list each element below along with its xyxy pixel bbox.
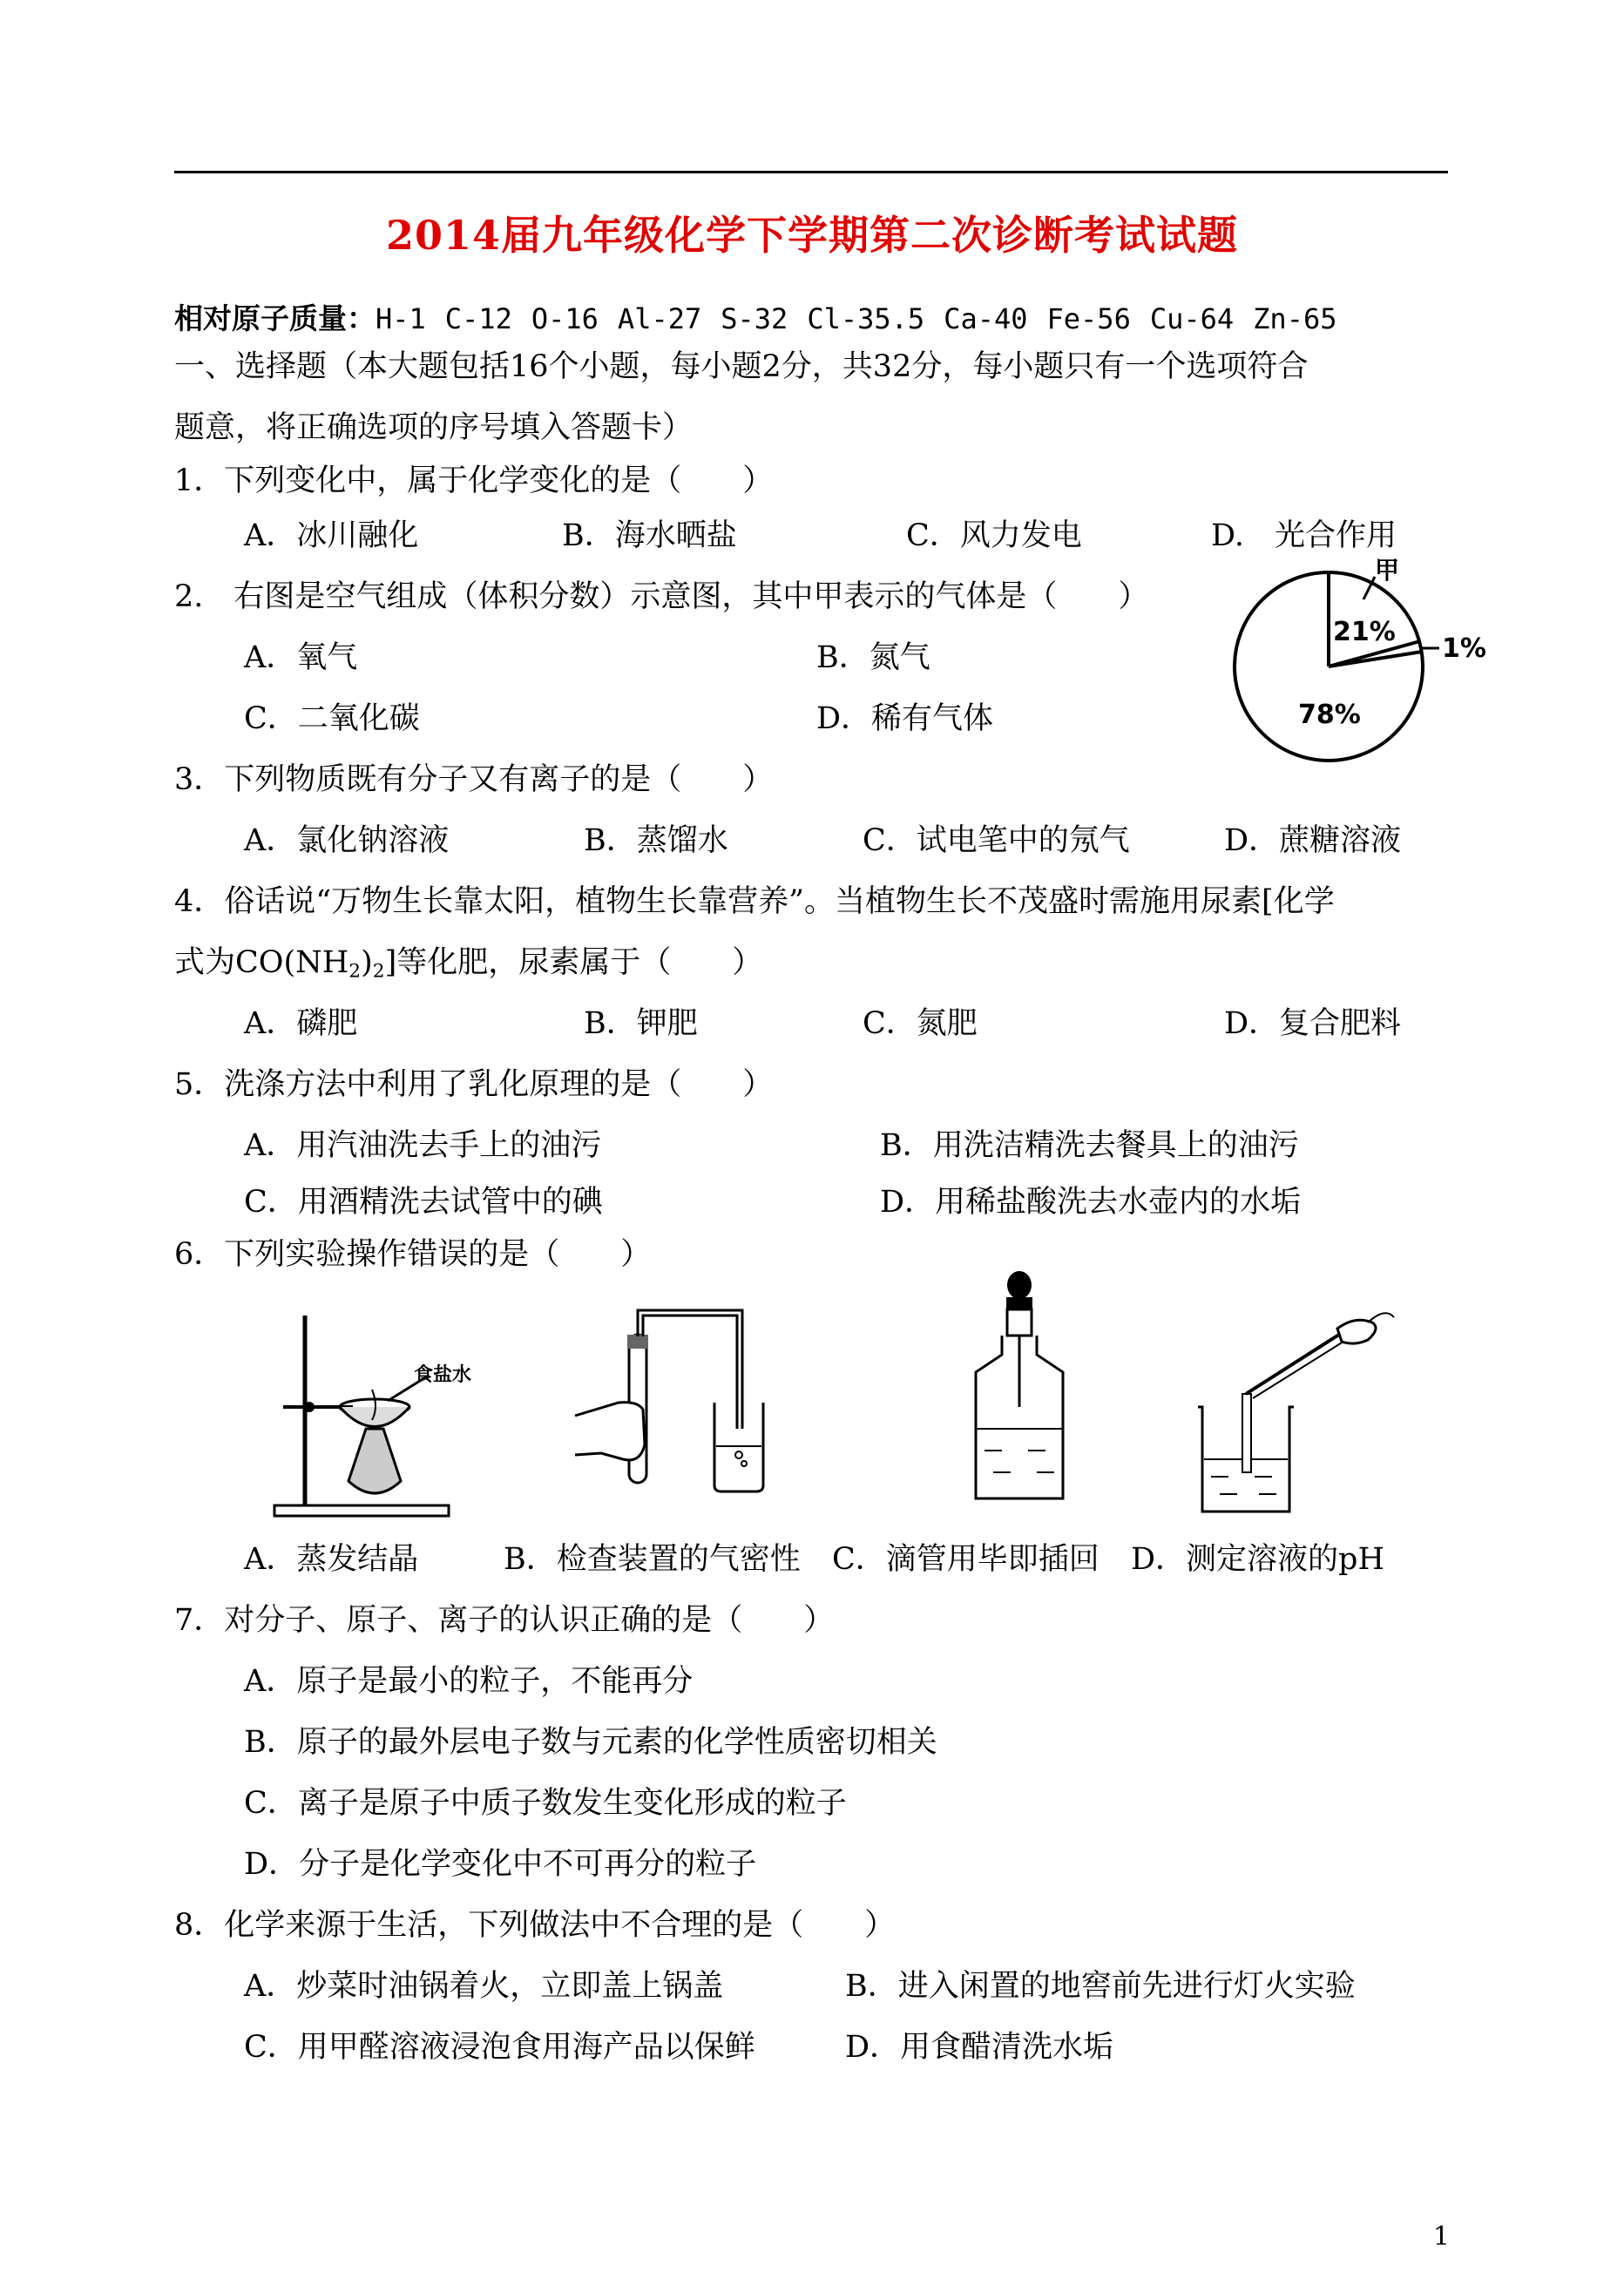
q5-option-d: D．用稀盐酸洗去水壶内的水垢 xyxy=(880,1185,1302,1220)
section-heading-line2: 题意，将正确选项的序号填入答题卡） xyxy=(174,410,694,445)
atomic-mass-item: Cu-64 xyxy=(1149,302,1235,335)
q7-option-c: C．离子是原子中质子数发生变化形成的粒子 xyxy=(244,1786,847,1821)
question-8-stem: 8．化学来源于生活，下列做法中不合理的是（ ） xyxy=(174,1908,896,1943)
page-title: 2014届九年级化学下学期第二次诊断考试试题 xyxy=(385,212,1239,259)
airtightness-check-figure xyxy=(558,1298,784,1525)
q1-option-d: D. 光合作用 xyxy=(1211,518,1397,553)
ph-test-figure xyxy=(1194,1298,1403,1525)
evaporation-apparatus-figure xyxy=(257,1298,484,1525)
q4-stem-end: ]等化肥，尿素属于（ ） xyxy=(384,945,763,980)
atomic-mass-item: S-32 xyxy=(721,302,788,335)
q4-option-b: B．钾肥 xyxy=(584,1006,698,1041)
atomic-mass-label: 相对原子质量： xyxy=(174,301,376,335)
q6-option-d: D．测定溶液的pH xyxy=(1131,1542,1384,1577)
question-5-stem: 5．洗涤方法中利用了乳化原理的是（ ） xyxy=(174,1067,774,1102)
atomic-mass-item: Al-27 xyxy=(617,302,702,335)
question-2-stem: 2. 右图是空气组成（体积分数）示意图，其中甲表示的气体是（ ） xyxy=(174,579,1149,614)
page-number: 1 xyxy=(1432,2222,1450,2252)
q4-formula-a: 式为CO(NH xyxy=(174,945,349,980)
atomic-mass-item: C-12 xyxy=(444,302,512,335)
q3-option-b: B．蒸馏水 xyxy=(584,823,728,858)
header-rule xyxy=(174,171,1448,173)
q4-formula-sub: 2 xyxy=(348,960,362,983)
atomic-mass-item: Zn-65 xyxy=(1253,302,1337,335)
q3-option-d: D．蔗糖溶液 xyxy=(1224,823,1402,858)
q4-option-c: C．氮肥 xyxy=(863,1006,978,1041)
pie-label-jia: 甲 xyxy=(1375,558,1400,585)
q2-option-c: C．二氧化碳 xyxy=(244,701,420,736)
q1-option-c: C．风力发电 xyxy=(906,518,1082,553)
q1-option-b: B．海水晒盐 xyxy=(562,518,737,553)
q4-option-d: D．复合肥料 xyxy=(1224,1006,1402,1041)
q3-option-a: A．氯化钠溶液 xyxy=(244,823,450,858)
q5-option-b: B．用洗洁精洗去餐具上的油污 xyxy=(880,1128,1299,1163)
pie-label-21: 21% xyxy=(1333,617,1396,647)
q7-option-b: B．原子的最外层电子数与元素的化学性质密切相关 xyxy=(244,1725,937,1760)
section-heading-line1: 一、选择题（本大题包括16个小题，每小题2分，共32分，每小题只有一个选项符合 xyxy=(174,349,1309,384)
atomic-mass-line xyxy=(174,296,1356,337)
q3-option-c: C．试电笔中的氖气 xyxy=(863,823,1130,858)
q4-formula-b: ) xyxy=(361,945,373,980)
q2-option-a: A．氧气 xyxy=(244,640,358,675)
atomic-mass-item: Cl-35.5 xyxy=(807,302,925,335)
air-composition-pie xyxy=(1228,558,1490,767)
q1-option-a: A．冰川融化 xyxy=(244,518,419,553)
question-3-stem: 3．下列物质既有分子又有离子的是（ ） xyxy=(174,762,774,797)
q2-option-d: D．稀有气体 xyxy=(816,701,994,736)
question-6-stem: 6．下列实验操作错误的是（ ） xyxy=(174,1237,652,1272)
atomic-mass-item: H-1 xyxy=(376,302,426,335)
question-7-stem: 7．对分子、原子、离子的认识正确的是（ ） xyxy=(174,1603,835,1638)
q4-formula-sub2: 2 xyxy=(372,960,385,983)
q5-option-c: C．用酒精洗去试管中的碘 xyxy=(244,1185,603,1220)
atomic-mass-item: O-16 xyxy=(531,302,599,335)
q8-option-b: B．进入闲置的地窖前先进行灯火实验 xyxy=(845,1969,1356,2004)
q2-option-b: B．氮气 xyxy=(816,640,930,675)
pie-label-78: 78% xyxy=(1298,700,1361,730)
q8-option-c: C．用甲醛溶液浸泡食用海产品以保鲜 xyxy=(244,2030,755,2065)
q8-option-d: D．用食醋清洗水垢 xyxy=(845,2030,1114,2065)
atomic-mass-item: Ca-40 xyxy=(944,302,1028,335)
question-4-stem-line1: 4．俗话说“万物生长靠太阳，植物生长靠营养”。当植物生长不茂盛时需施用尿素[化学 xyxy=(174,884,1335,919)
q7-option-d: D．分子是化学变化中不可再分的粒子 xyxy=(244,1847,757,1882)
pie-label-1: 1% xyxy=(1442,633,1486,664)
q4-option-a: A．磷肥 xyxy=(244,1006,358,1041)
q7-option-a: A．原子是最小的粒子，不能再分 xyxy=(244,1664,694,1699)
q6-option-c: C．滴管用毕即插回 xyxy=(832,1542,1100,1577)
q8-option-a: A．炒菜时油锅着火，立即盖上锅盖 xyxy=(244,1969,724,2004)
question-1-stem: 1．下列变化中，属于化学变化的是（ ） xyxy=(174,463,774,498)
salt-water-label: 食盐水 xyxy=(414,1364,472,1386)
question-4-stem-line2 xyxy=(174,945,763,983)
atomic-mass-item: Fe-56 xyxy=(1046,302,1131,335)
q6-option-a: A．蒸发结晶 xyxy=(244,1542,419,1577)
q5-option-a: A．用汽油洗去手上的油污 xyxy=(244,1128,602,1163)
q6-option-b: B．检查装置的气密性 xyxy=(504,1542,801,1577)
dropper-bottle-figure xyxy=(958,1268,1098,1512)
